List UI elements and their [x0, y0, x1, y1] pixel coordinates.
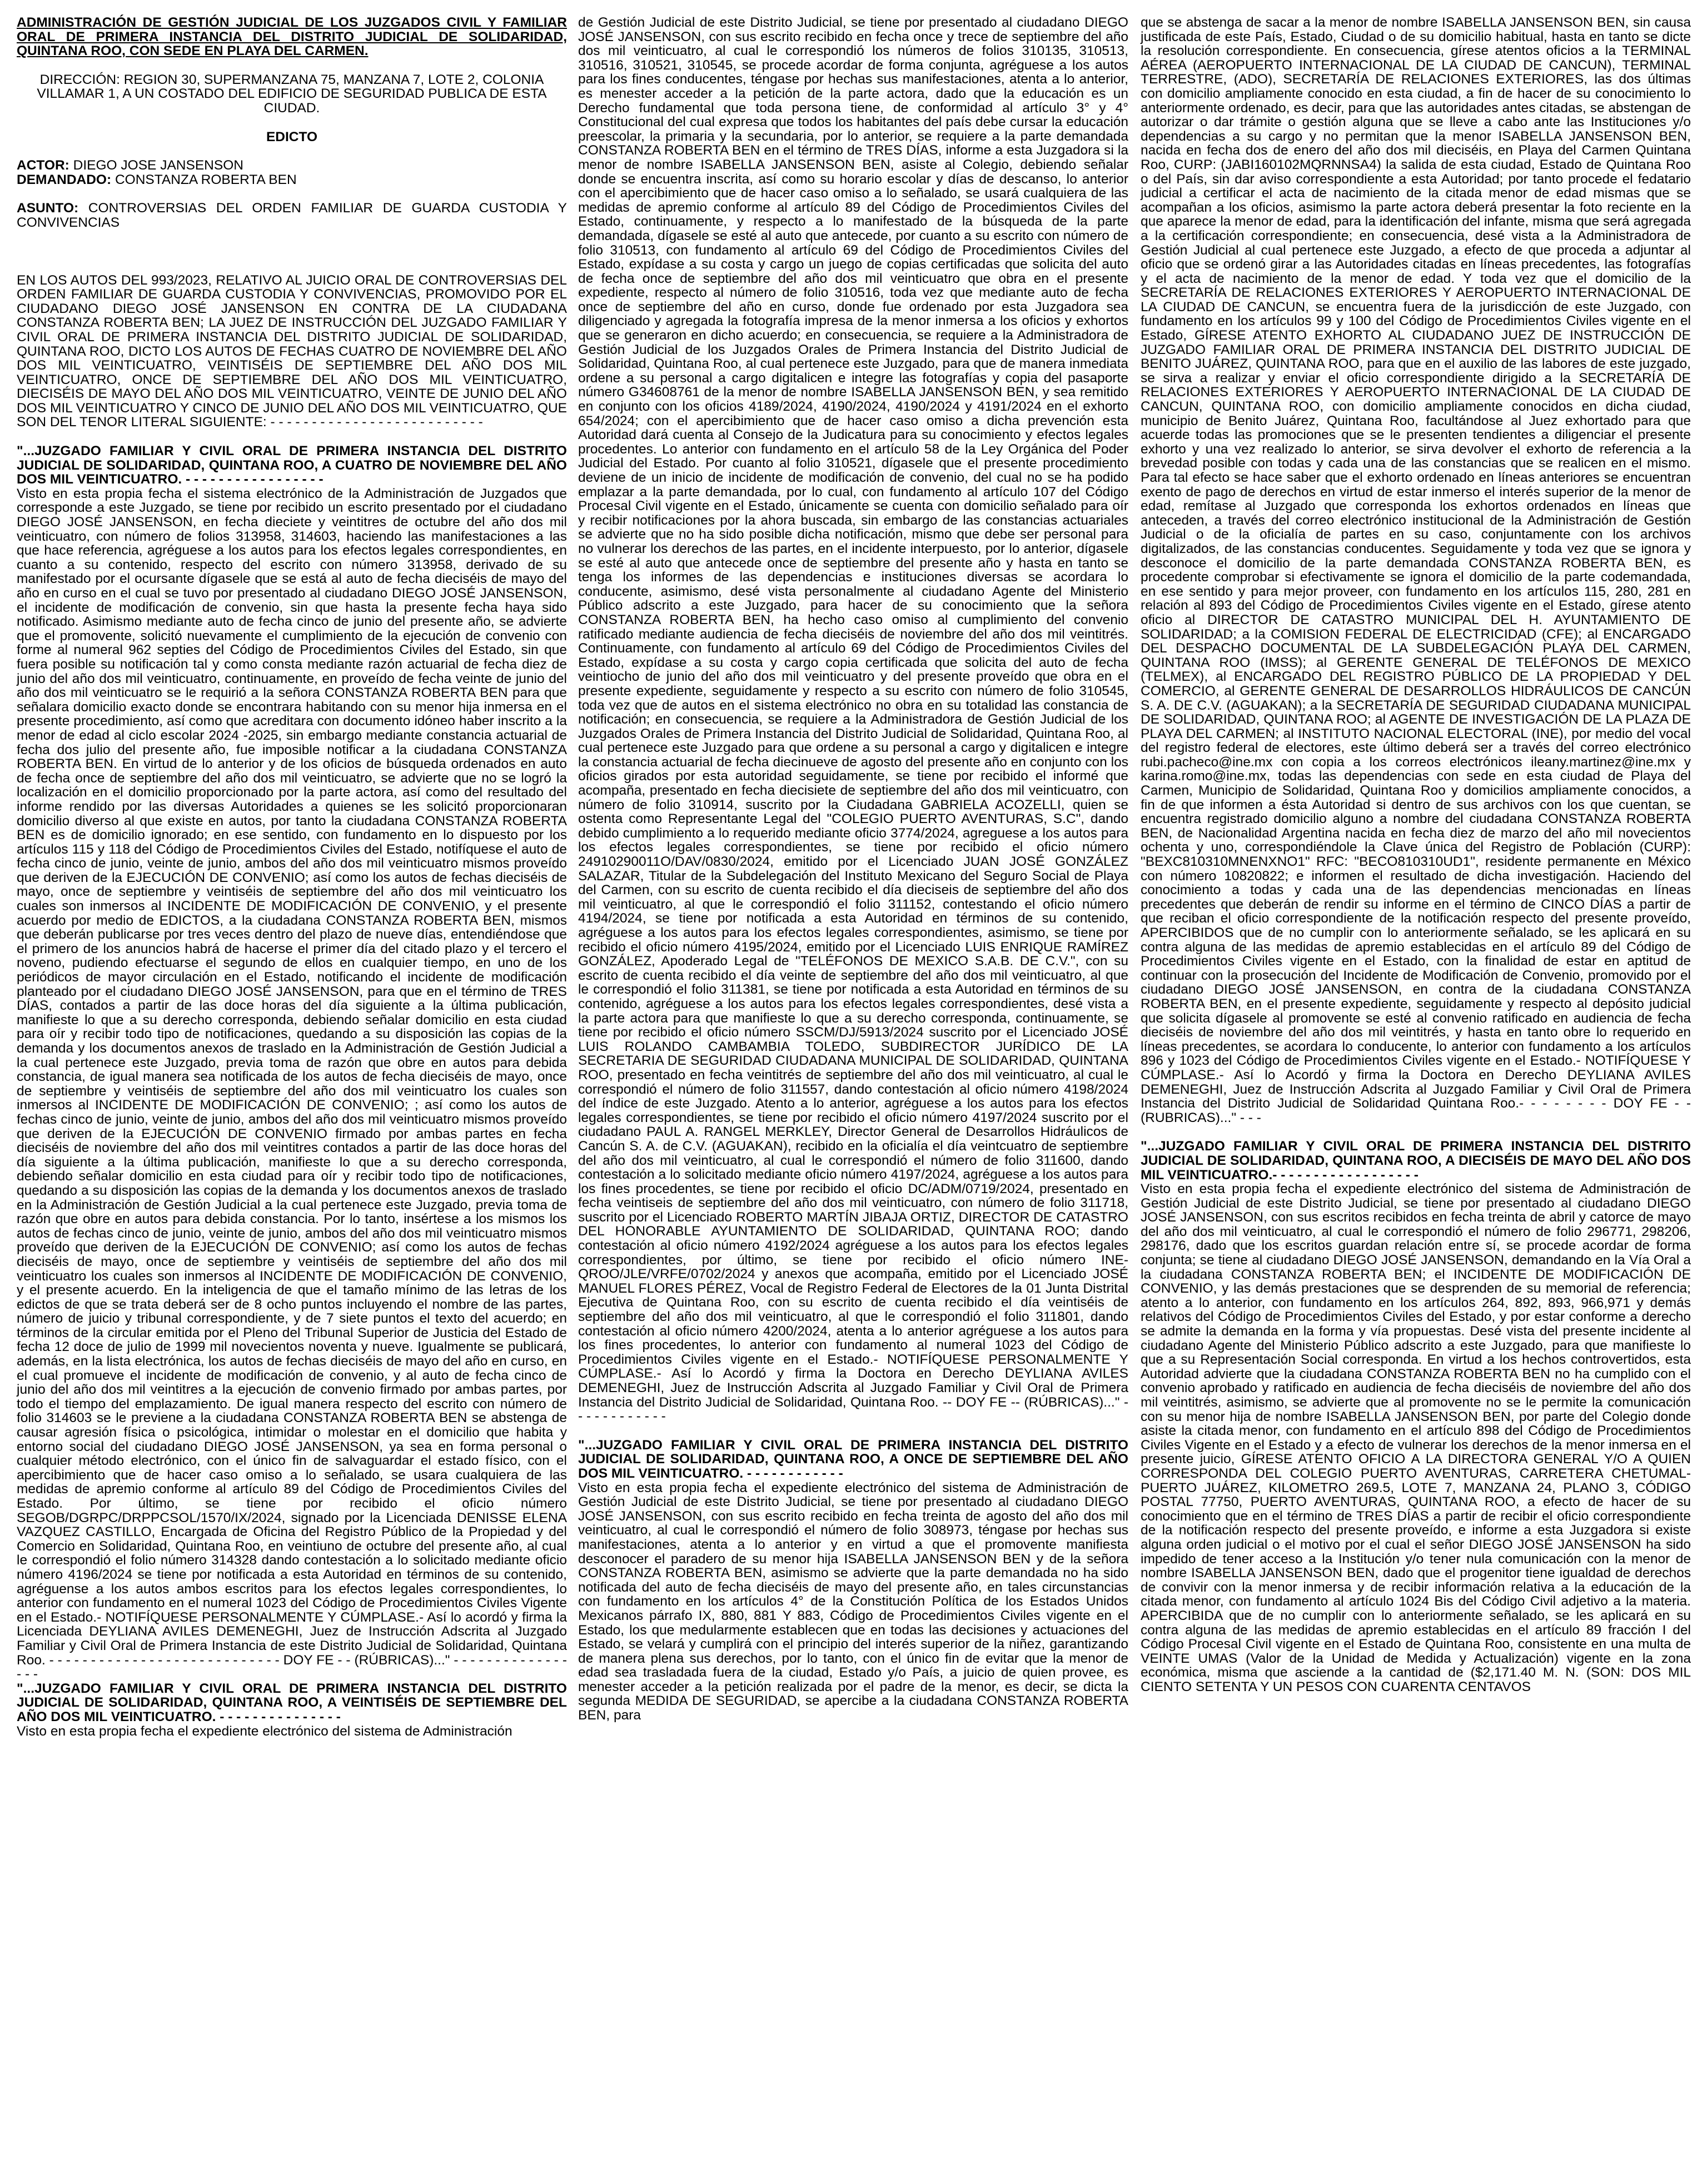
auto-sep11-body-cont: que se abstenga de sacar a la menor de nombre ISABELLA JANSENSON BEN, sin causa justificada de este País, Estado, Ciudad o de su domicilio habitual, hasta en tanto se dicte la resolución correspondiente. En consecuencia, gírese atentos oficios a la TERMINAL AÉREA (AEROPUERTO INTERNACIONAL DE LA CIUDAD DE CANCUN), TERMINAL TERRESTRE, (ADO), SECRETARÍA DE RELACIONES EXTERIORES, las dos últimas con domicilio ampliamente conocido en esta ciudad, a fin de hacer de su conocimiento lo anteriormente ordenado, es decir, para que las autoridades antes citadas, se abstengan de autorizar o dar trámite o gestión alguna que se lleve a cabo ante las Instituciones y/o dependencias a su cargo y no permitan que la menor ISABELLA JANSENSON BEN, nacida en fecha dos de enero del año dos mil dieciséis, en Playa del Carmen Quintana Roo, CURP: (JABI160102MQRNNSA4) la salida de esta ciudad, Estado de Quintana Roo o del País, sin dar aviso correspondiente a esta Autoridad; por tanto procede el fedatario judicial a certificar el acta de nacimiento de la citada menor de edad mismas que se acompañan a los oficios, asimismo la parte actora deberá presentar la foto reciente en la que aparece la menor de edad, para la identificación del infante, misma que será agregada a la certificación correspondiente; en consecuencia, desé vista a la Administradora de Gestión Judicial al cual pertenece este Juzgado, a efecto de que proceda a adjuntar al oficio que se ordenó girar a las Autoridades citadas en líneas precedentes, las fotografías y el acta de nacimiento de la menor de edad. Y toda vez que el domicilio de la SECRETARÍA DE RELACIONES EXTERIORES Y AEROPUERTO INTERNACIONAL DE LA CIUDAD DE CANCUN, se encuentra fuera de la jurisdicción de este Juzgado, con fundamento en los artículos 99 y 100 del Código de Procedimientos Civiles vigente en el Estado, GÍRESE ATENTO EXHORTO AL CIUDADANO JUEZ DE INSTRUCCIÓN DE JUZGADO FAMILIAR ORAL DE PRIMERA INSTANCIA DEL DISTRITO JUDICIAL DE BENITO JUÁREZ, QUINTANA ROO, para que en el auxilio de las labores de este juzgado, se sirva a realizar y enviar el oficio correspondiente dirigido a la SECRETARÍA DE RELACIONES EXTERIORES Y AEROPUERTO INTERNACIONAL DE LA CIUDAD DE CANCUN, QUINTANA ROO, con domicilio ampliamente conocidos en dicha ciudad, municipio de Benito Juárez, Quintana Roo, facultándose al Juez exhortado para que acuerde todas las promociones que se le presenten tendientes a diligenciar el presente exhorto y una vez realizado lo anterior, se sirva devolver el exhorto de referencia a la brevedad posible con todas y cada una de las constancias que se realicen en el mismo. Para tal efecto se hace saber que el exhorto ordenado en líneas anteriores se encuentran exento de pago de derechos en virtud de estar inmerso el interés superior de la menor de edad, remítase al Juzgado que corresponda los exhortos ordenados en líneas que anteceden, a través del correo electrónico institucional de la Administración de Gestión Judicial o de la oficialía de partes en su caso, conjuntamente con los archivos digitalizados, de las constancias conducentes. Seguidamente y toda vez que se ignora y desconoce el domicilio de la parte demandada CONSTANZA ROBERTA BEN, es procedente comprobar si efectivamente se ignora el domicilio de la parte codemandada, en ese sentido y para mejor proveer, con fundamento en los artículos 115, 280, 281 en relación al 893 del Código de Procedimientos Civiles vigente en el Estado, gírese atento oficio al DIRECTOR DE CATASTRO MUNICIPAL DEL H. AYUNTAMIENTO DE SOLIDARIDAD; a la COMISION FEDERAL DE ELECTRICIDAD (CFE); al ENCARGADO DEL DESPACHO DOCUMENTAL DE LA SUBDELEGACIÓN PLAYA DEL CARMEN, QUINTANA ROO (IMSS); al GERENTE GENERAL DE TELÉFONOS DE MEXICO (TELMEX), al ENCARGADO DEL REGISTRO PÚBLICO DE LA PROPIEDAD Y DEL COMERCIO, al GERENTE GENERAL DE DESARROLLOS HIDRÁULICOS DE CANCÚN S. A. DE C.V. (AGUAKAN); a la SECRETARÍA DE SEGURIDAD CIUDADANA MUNICIPAL DE SOLIDARIDAD, QUINTANA ROO; al AGENTE DE INVESTIGACIÓN DE LA PLAZA DE PLAYA DEL CARMEN; al INSTITUTO NACIONAL ELECTORAL (INE), por medio del vocal del registro federal de electores, este último deberá ser a través del correo electrónico rubi.pacheco@ine.mx con copia a los correos electrónicos ileany.martinez@ine.mx y karina.romo@ine.mx, todas las dependencias con sede en esta ciudad de Playa del Carmen, Municipio de Solidaridad, Quintana Roo y domicilios ampliamente conocidos, a fin de que informen a ésta Autoridad si dentro de sus archivos con los que cuentan, se encuentra registrado domicilio alguno a nombre del ciudadana CONSTANZA ROBERTA BEN, de Nacionalidad Argentina nacida en fecha diez de marzo del año mil novecientos ochenta y uno, correspondiéndole la Clave única del Registro de Población (CURP): "BEXC810310MNENXNO1" RFC: "BECO810310UD1", residente permanente en México con número 10820822; e informen el resultado de dicha investigación. Haciendo del conocimiento a todas y cada una de las dependencias mencionadas en líneas precedentes que deberán de rendir su informe en el término de CINCO DÍAS a partir de que reciban el oficio correspondiente de la notificación respecto del presente proveído, APERCIBIDOS que de no cumplir con lo anteriormente señalado, se les aplicará en su contra alguna de las medidas de apremio establecidas en el artículo 89 del Código de Procedimientos Civiles vigente en el Estado, con la finalidad de estar en aptitud de continuar con la prosecución del Incidente de Modificación de Convenio, promovido por el ciudadano DIEGO JOSÉ JANSENSON, en contra de la ciudadana CONSTANZA ROBERTA BEN, en el presente expediente, seguidamente y respecto al depósito judicial que solicita dígasele al promovente se esté al convenio ratificado en audiencia de fecha dieciséis de noviembre del año dos mil veintitrés, y hasta en tanto obre lo requerido en líneas precedentes, se acordara lo conducente, lo anterior con fundamento a los artículos 896 y 1023 del Código de Procedimientos Civiles vigente en el Estado.- NOTIFÍQUESE Y CÚMPLASE.- Así lo Acordó y firma la Doctora en Derecho DEYLIANA AVILES DEMENEGHI, Juez de Instrucción Adscrita al Juzgado Familiar y Civil Oral de Primera Instancia del Distrito Judicial de Solidaridad Quintana Roo.- - - - - - - - DOY FE - - (RUBRICAS)..." - - - [1141, 15, 1691, 1125]
edicto-heading: EDICTO [266, 129, 318, 144]
intro-paragraph: EN LOS AUTOS DEL 993/2023, RELATIVO AL JUICIO ORAL DE CONTROVERSIAS DEL ORDEN FAMILIAR DE GUARDA CUSTODIA Y CONVIVENCIAS, PROMOVIDO POR EL CIUDADANO DIEGO JOSÉ JANSENSON EN CONTRA DE LA CIUDADANA CONSTANZA ROBERTA BEN; LA JUEZ DE INSTRUCCIÓN DEL JUZGADO FAMILIAR Y CIVIL ORAL DE PRIMERA INSTANCIA DEL DISTRITO JUDICIAL DE SOLIDARIDAD, QUINTANA ROO, DICTO LOS AUTOS DE FECHAS CUATRO DE NOVIEMBRE DEL AÑO DOS MIL VEINTICUATRO, VEINTISÉIS DE SEPTIEMBRE DEL AÑO DOS MIL VEINTICUATRO, ONCE DE SEPTIEMBRE DEL AÑO DOS MIL VEINTICUATRO, DIECISÉIS DE MAYO DEL AÑO DOS MIL VEINTICUATRO, VEINTE DE JUNIO DEL AÑO DOS MIL VEINTICUATRO Y CINCO DE JUNIO DEL AÑO DOS MIL VEINTICUATRO, QUE SON DEL TENOR LITERAL SIGUIENTE: - - - - - - - - - - - - - - - - - - - - - - - - - - [17, 272, 567, 430]
actor-name: DIEGO JOSE JANSENSON [73, 158, 243, 173]
auto-sep26-heading: "...JUZGADO FAMILIAR Y CIVIL ORAL DE PRIMERA INSTANCIA DEL DISTRITO JUDICIAL DE SOLIDARIDAD, QUINTANA ROO, A VEINTISÉIS DE SEPTIEMBRE DEL AÑO DOS MIL VEINTICUATRO. - - - - - - - - - - - - - - - [17, 1681, 567, 1724]
asunto-label: ASUNTO: [17, 201, 79, 216]
auto-may16-heading: "...JUZGADO FAMILIAR Y CIVIL ORAL DE PRIMERA INSTANCIA DEL DISTRITO JUDICIAL DE SOLIDARIDAD, QUINTANA ROO, A DIECISÉIS DE MAYO DEL AÑO DOS MIL VEINTICUATRO.- - - - - - - - - - - - - - - - - - [1141, 1139, 1691, 1183]
auto-nov-body: Visto en esta propia fecha el sistema electrónico de la Administración de Juzgados que corresponde a este Juzgado, se tiene por recibido un escrito presentado por el ciudadano DIEGO JOSÉ JANSENSON, en fecha dieciete y veintitres de octubre del año dos mil veinticuatro, con número de folios 313958, 314603, haciendo las manifestaciones a las que hace referencia, agréguese a los autos para los efectos legales correspondientes, en cuanto a su contenido, respecto del escrito con número 313958, derivado de su manifestado por el ocursante dígasele que se está al auto de fecha dieciséis de mayo del año en curso en el cual se tuvo por presentado al ciudadano DIEGO JOSÉ JANSENSON, el incidente de modificación de convenio, sin que hasta la presente fecha haya sido notificado. Asimismo mediante auto de fecha cinco de junio del presente año, se advierte que el promovente, solicitó nuevamente el cumplimiento de la ejecución de convenio con forme al numeral 962 septies del Código de Procedimientos Civiles del Estado, sin que fuera posible su notificación tal y como consta mediante razón actuarial de fecha diez de junio del año dos mil veinticuatro, continuamente, en proveído de fecha veinte de junio del año dos mil veinticuatro se le requirió a la señora CONSTANZA ROBERTA BEN para que señalara domicilio exacto donde se encontrara habitando con su menor hija inmersa en el presente procedimiento, así como que acreditara con documento idóneo haber inscrito a la menor de edad al ciclo escolar 2024 -2025, sin embargo mediante constancia actuarial de fecha dos julio del presente año, fue imposible notificar a la ciudadana CONSTANZA ROBERTA BEN. En virtud de lo anterior y de los oficios de búsqueda ordenados en auto de fecha once de septiembre del año dos mil veinticuatro, se advierte que no se logró la localización en el domicilio proporcionado por la parte actora, así como del resultado del informe rendido por las diversas Autoridades a quienes se les solicitó proporcionaran domicilio diverso al que existe en autos, por tanto la ciudadana CONSTANZA ROBERTA BEN es de domicilio ignorado; en ese sentido, con fundamento en lo dispuesto por los artículos 115 y 118 del Código de Procedimientos Civiles del Estado, notifíquese el auto de fecha cinco de junio, veinte de junio, ambos del año dos mil veinticuatro mismos proveído que deriven de la EJECUCIÓN DE CONVENIO; así como los autos de fechas dieciséis de mayo, once de septiembre y veintiséis de septiembre del año dos mil veinticuatro los cuales son inmersos al INCIDENTE DE MODIFICACIÓN DE CONVENIO, y el presente acuerdo por medio de EDICTOS, a la ciudadana CONSTANZA ROBERTA BEN, mismos que deberán publicarse por tres veces dentro del plazo de nueve días, entendiéndose que el primero de los anuncios habrá de hacerse el primer día del citado plazo y el tercero el noveno, pudiendo efectuarse el segundo de ellos en cualquier tiempo, en uno de los periódicos de mayor circulación en el Estado, notificando el incidente de modificación planteado por el ciudadano DIEGO JOSÉ JANSENSON, para que en el término de TRES DÍAS, contados a partir de las doce horas del día siguiente a la última publicación, manifieste lo que a su derecho corresponda, debiendo señalar domicilio en esta ciudad para oír y recibir todo tipo de notificaciones, quedando a su disposición las copias de la demanda y los documentos anexos de traslado en la Administración de Gestión Judicial a la cual pertenece este Juzgado, previa toma de razón que obre en autos para debida constancia, de igual manera sea notificada de los autos de fecha dieciséis de mayo, once de septiembre y veintiséis de septiembre del año dos mil veinticuatro los cuales son inmersos al INCIDENTE DE MODIFICACIÓN DE CONVENIO; ; así como los autos de fechas cinco de junio, veinte de junio, ambos del año dos mil veinticuatro mismos proveído que deriven de la EJECUCIÓN DE CONVENIO firmado por ambas partes en fecha dieciséis de noviembre del año dos mil veintitres contados a partir de las doce horas del día siguiente a la última publicación, manifieste lo que a su derecho corresponda, debiendo señalar domicilio en esta ciudad para oír y recibir todo tipo de notificaciones, quedando a su disposición las copias de la demanda y los documentos anexos de traslado en la Administración de Gestión Judicial a la cual pertenece este Juzgado, previa toma de razón que obre en autos para debida constancia. Por lo tanto, insértese a los mismos los autos de fechas cinco de junio, veinte de junio, ambos del año dos mil veinticuatro mismos proveído que deriven de la EJECUCIÓN DE CONVENIO; así como los autos de fechas dieciséis de mayo, once de septiembre y veintiséis de septiembre del año dos mil veinticuatro los cuales son inmersos al INCIDENTE DE MODIFICACIÓN DE CONVENIO, y el presente acuerdo. En la inteligencia de que el tamaño mínimo de las letras de los edictos de que se trata deberá ser de 8 ocho puntos incluyendo el nombre de las partes, número de juicio y tribunal correspondiente, y de 7 siete puntos el texto del acuerdo; en términos de la circular emitida por el Pleno del Tribunal Superior de Justicia del Estado de fecha 12 doce de julio de 1999 mil novecientos noventa y nueve. Igualmente se publicará, además, en la lista electrónica, los autos de fechas dieciséis de mayo del año en curso, en el cual promueve el incidente de modificación de convenio, y al auto de fecha cinco de junio del año dos mil veintitres a la ejecución de convenio firmado por ambas partes, por todo el tiempo del emplazamiento. De igual manera respecto del escrito con número de folio 314603 se le previene a la ciudadana CONSTANZA ROBERTA BEN se abstenga de causar agresión física o psicológica, intimidar o molestar en el domicilio que habita y entorno social del ciudadano DIEGO JOSÉ JANSENSON, ya sea en forma personal o cualquier método electrónico, con el único fin de salvaguardar el estado físico, con el apercibimiento que de hacer caso omiso a lo señalado, se usara cualquiera de las medidas de apremio conforme al artículo 89 del Código de Procedimientos Civiles del Estado. Por último, se tiene por recibido el oficio número SEGOB/DGRPC/DRPPCSOL/1570/IX/2024, signado por la Licenciada DENISSE ELENA VAZQUEZ CASTILLO, Encargada de Oficina del Registro Público de la Propiedad y del Comercio en Solidaridad, Quintana Roo, en veintiuno de octubre del presente año, al cual le correspondió el folio número 314328 dando contestación a lo solicitado mediante oficio número 4196/2024 se tiene por notificada a esta Autoridad en términos de su contenido, agréguense a los autos ambos escritos para los efectos legales correspondientes, lo anterior con fundamento en el numeral 1023 del Código de Procedimientos Civiles Vigente en el Estado.- NOTIFÍQUESE PERSONALMENTE Y CÚMPLASE.- Así lo acordó y firma la Licenciada DEYLIANA AVILES DEMENEGHI, Juez de Instrucción Adscrita al Juzgado Familiar y Civil Oral de Primera Instancia de este Distrito Judicial de Solidaridad, Quintana Roo. - - - - - - - - - - - - - - - - - - - - - - - - - - - - DOY FE - - (RÚBRICAS)..." - - - - - - - - - - - - - - - - - [17, 486, 567, 1682]
auto-sep11-body: Visto en esta propia fecha el expediente electrónico del sistema de Administración de Gestión Judicial de este Distrito Judicial, se tiene por presentado al ciudadano DIEGO JOSÉ JANSENSON, con sus escrito recibido en fecha treinta de agosto del año dos mil veinticuatro, al cual le correspondió el número de folio 308973, téngase por hechas sus manifestaciones, atenta a lo anterior y en virtud a que el promovente manifiesta desconocer el paradero de su menor hija ISABELLA JANSENSON BEN y de la señora CONSTANZA ROBERTA BEN, asimismo se advierte que la parte demandada no ha sido notificada del auto de fecha dieciséis de mayo del presente año, en tales circunstancias con fundamento en los artículos 4° de la Constitución Política de los Estados Unidos Mexicanos párrafo IX, 880, 881 Y 883, Código de Procedimientos Civiles vigente en el Estado, los que medularmente establecen que en todas las decisiones y actuaciones del Estado, se velará y cumplirá con el principio del interés superior de la niñez, garantizando de manera plena sus derechos, por lo tanto, con el único fin de evitar que la menor de edad sea trasladada fuera de la ciudad, Estado y/o País, a juicio de quien provee, es menester acceder a la petición realizada por el padre de la menor, es decir, se dicta la segunda MEDIDA DE SEGURIDAD, se apercibe a la ciudadana CONSTANZA ROBERTA BEN, para [578, 1480, 1128, 1723]
column-1 [17, 16, 567, 1738]
column-2 [578, 16, 1128, 1723]
actor-label: ACTOR: [17, 158, 69, 173]
asunto-text: CONTROVERSIAS DEL ORDEN FAMILIAR DE GUARDA CUSTODIA Y CONVIVENCIAS [17, 201, 568, 230]
court-address: DIRECCIÓN: REGION 30, SUPERMANZANA 75, MANZANA 7, LOTE 2, COLONIA VILLAMAR 1, A UN COSTADO DEL EDIFICIO DE SEGURIDAD PUBLICA DE ESTA CIUDAD. [37, 72, 547, 116]
court-header-title: ADMINISTRACIÓN DE GESTIÓN JUDICIAL DE LOS JUZGADOS CIVIL Y FAMILIAR ORAL DE PRIMERA INSTANCIA DEL DISTRITO JUDICIAL DE SOLIDARIDAD, QUINTANA ROO, CON SEDE EN PLAYA DEL CARMEN. [17, 15, 567, 59]
actor-line [17, 158, 567, 173]
column-3 [1141, 16, 1691, 1694]
demandado-name: CONSTANZA ROBERTA BEN [115, 172, 297, 187]
asunto-line [17, 201, 567, 230]
demandado-line [17, 173, 567, 187]
demandado-label: DEMANDADO: [17, 172, 112, 187]
auto-sep26-body-start: Visto en esta propia fecha el expediente electrónico del sistema de Administración [17, 1723, 512, 1739]
auto-sep26-body: de Gestión Judicial de este Distrito Judicial, se tiene por presentado al ciudadano DIEGO JOSÉ JANSENSON, con sus escrito recibido en fecha once y trece de septiembre del año dos mil veinticuatro, al cual le correspondió los números de folios 310135, 310513, 310516, 310521, 310545, se procede acordar de forma conjunta, agréguese a los autos para los fines conducentes, téngase por hechas sus manifestaciones, atenta a lo anterior, es menester acceder a la petición de la parte actora, dado que la educación es un Derecho fundamental que toda persona tiene, de conformidad al artículo 3° y 4° Constitucional del cual expresa que todos los habitantes del país debe cursar la educación preescolar, la primaria y la secundaria, por lo anterior, se requiere a la parte demandada CONSTANZA ROBERTA BEN en el término de TRES DÍAS, informe a esta Juzgadora si la menor de nombre ISABELLA JANSENSON BEN, asiste al Colegio, debiendo señalar donde se encuentra inscrita, así como su horario escolar y días de descanso, lo anterior con el apercibimiento que de hacer caso omiso a lo señalado, se usará cualquiera de las medidas de apremio conforme al artículo 89 del Código de Procedimientos Civiles del Estado, continuamente, y respecto a lo manifestado de la búsqueda de la parte demandada, dígasele se esté al auto que antecede, por cuanto a su escrito con número de folio 310513, con fundamento al artículo 69 del Código de Procedimientos Civiles del Estado, expídase a su costa y cargo un juego de copias certificadas que solicita del auto de fecha once de septiembre del año dos mil veinticuatro que obra en el presente expediente, respecto al número de folio 310516, toda vez que mediante auto de fecha once de septiembre del año en curso, donde fue ordenado por esta Juzgadora sea diligenciado y agregada la fotografía impresa de la menor inmersa a los oficios y exhortos que se generaron en dicho acuerdo; en consecuencia, se requiere a la Administradora de Gestión Judicial de los Juzgados Orales de Primera Instancia del Distrito Judicial de Solidaridad, Quintana Roo, al cual pertenece este Juzgado, para que de manera inmediata ordene a su personal a cargo digitalicen e integre las fotografías y copia del pasaporte número G34608761 de la menor de nombre ISABELLA JANSENSON BEN, y sea remitido en conjunto con los oficios 4189/2024, 4190/2024, 4190/2024 y 4191/2024 en el exhorto 654/2024; con el apercibimiento que de hacer caso omiso a dicha prevención esta Autoridad dará cuenta al Consejo de la Judicatura para su conocimiento y efectos legales procedentes. Lo anterior con fundamento en el artículo 58 de la Ley Orgánica del Poder Judicial del Estado. Por cuanto al folio 310521, dígasele que el presente procedimiento deviene de un inicio de incidente de modificación de convenio, del cual no se ha podido emplazar a la parte demandada, por lo cual, con fundamento al artículo 107 del Código Procesal Civil vigente en el Estado, únicamente se cuenta con domicilio señalado para oír y recibir notificaciones por la ahora buscada, sin embargo de las constancias actuariales se advierte que no ha sido posible dicha notificación, mismo que debe ser personal para no vulnerar los derechos de las partes, en el incidente interpuesto, por lo anterior, dígasele se esté al auto que antecede once de septiembre del presente año y hasta en tanto se tenga los informes de las dependencias e instituciones diversas se acordara lo conducente, asimismo, desé vista personalmente al ciudadano Agente del Ministerio Público adscrito a este Juzgado, para hacer de su conocimiento que la señora CONSTANZA ROBERTA BEN, ha hecho caso omiso al cumplimiento del convenio ratificado mediante audiencia de fecha dieciséis de noviembre del año dos mil veintitrés. Continuamente, con fundamento al artículo 69 del Código de Procedimientos Civiles del Estado, expídase a su costa y cargo copia certificada que solicita del auto de fecha veintiocho de junio del año dos mil veinticuatro y del presente proveído que obra en el presente expediente, seguidamente y respecto a su escrito con número de folio 310545, toda vez que de autos en el sistema electrónico no obra en su totalidad las constancia de notificación; en consecuencia, se requiere a la Administradora de Gestión Judicial de los Juzgados Orales de Primera Instancia del Distrito Judicial de Solidaridad, Quintana Roo, al cual pertenece este Juzgado para que ordene a su personal a cargo y digitalicen e integre la constancia actuarial de fecha diecinueve de agosto del presente año en conjunto con los oficios girados por esta autoridad seguidamente, se tiene por recibido el informé que acompaña, presentado en fecha diecisiete de septiembre del año dos mil veinticuatro, con número de folio 310914, suscrito por la Ciudadana GABRIELA ACOZELLI, quien se ostenta como Representante Legal del "COLEGIO PUERTO AVENTURAS, S.C", dando debido cumplimiento a lo requerido mediante oficio 3774/2024, agreguese a los autos para los efectos legales correspondientes, se tiene por recibido el oficio número 24910290011O/DAV/0830/2024, emitido por el Licenciado JUAN JOSÉ GONZÁLEZ SALAZAR, Titular de la Subdelegación del Instituto Mexicano del Seguro Social de Playa del Carmen, con su escrito de cuenta recibido el día dieciseis de septiembre del año dos mil veinticuatro, al que le correspondió el folio 311152, contestando el oficio número 4194/2024, se tiene por notificada a esta Autoridad en términos de su contenido, agréguese a los autos para los efectos legales correspondientes, asimismo, se tiene por recibido el oficio número 4195/2024, emitido por el Licenciado LUIS ENRIQUE RAMÍREZ GONZÁLEZ, Apoderado Legal de "TELÉFONOS DE MEXICO S.A.B. DE C.V.", con su escrito de cuenta recibido el día veinte de septiembre del año dos mil veinticuatro, al que le correspondió el folio 311381, se tiene por notificada a esta Autoridad en términos de su contenido, agréguese a los autos para los efectos legales correspondientes, desé vista a la parte actora para que manifieste lo que a su derecho corresponda, continuamente, se tiene por recibido el oficio número SSCM/DJ/5913/2024 suscrito por el Licenciado JOSÉ LUIS ROLANDO CAMBAMBIA TOLEDO, SUBDIRECTOR JURÍDICO DE LA SECRETARIA DE SEGURIDAD CIUDADANA MUNICIPAL DE SOLIDARIDAD, QUINTANA ROO, presentado en fecha veintitrés de septiembre del año dos mil veinticuatro, al cual le correspondió el número de folio 311557, dando contestación al oficio número 4198/2024 del índice de este Juzgado. Atento a lo anterior, agréguese a los autos para los efectos legales correspondientes, se tiene por recibido el oficio número 4197/2024 suscrito por el ciudadano PAUL A. RANGEL MERKLEY, Director General de Desarrollos Hidráulicos de Cancún S. A. de C.V. (AGUAKAN), recibido en la oficialía el día veintcuatro de septiembre del año dos mil veinticuatro, al cual le correspondió el número de folio 311600, dando contestación a lo solicitado mediante oficio número 4197/2024, agréguese a los autos para los fines procedentes, se tiene por recibido el oficio DC/ADM/0719/2024, presentado en fecha veintiseis de septiembre del año dos mil veinticuatro, con número de folio 311718, suscrito por el Licenciado ROBERTO MARTÍN JIBAJA ORTIZ, DIRECTOR DE CATASTRO DEL HONORABLE AYUNTAMIENTO DE SOLIDARIDAD, QUINTANA ROO; dando contestación al oficio número 4192/2024 agréguese a los autos para los efectos legales correspondientes, por último, se tiene por recibido el oficio número INE-QROO/JLE/VRFE/0702/2024 y anexos que acompaña, emitido por el Licenciado JOSÉ MANUEL FLORES PÉREZ, Vocal de Registro Federal de Electores de la 01 Junta Distrital Ejecutiva de Quintana Roo, con su escrito de cuenta recibido el día veintiséis de septiembre del año dos mil veinticuatro, al que le correspondió el folio 311801, dando contestación al oficio número 4200/2024, atenta a lo anterior agréguese a los autos para los fines procedentes, lo anterior con fundamento al numeral 1023 del Código de Procedimientos Civiles vigente en el Estado.- NOTIFÍQUESE PERSONALMENTE Y CÚMPLASE.- Así lo Acordó y firma la Doctora en Derecho DEYLIANA AVILES DEMENEGHI, Juez de Instrucción Adscrita al Juzgado Familiar y Civil Oral de Primera Instancia del Distrito Judicial de Solidaridad, Quintana Roo. -- DOY FE -- (RÚBRICAS)..." - - - - - - - - - - - - [578, 15, 1128, 1424]
auto-nov-heading: "...JUZGADO FAMILIAR Y CIVIL ORAL DE PRIMERA INSTANCIA DEL DISTRITO JUDICIAL DE SOLIDARIDAD, QUINTANA ROO, A CUATRO DE NOVIEMBRE DEL AÑO DOS MIL VEINTICUATRO. - - - - - - - - - - - - - - - - - [17, 443, 567, 487]
auto-sep11-heading: "...JUZGADO FAMILIAR Y CIVIL ORAL DE PRIMERA INSTANCIA DEL DISTRITO JUDICIAL DE SOLIDARIDAD, QUINTANA ROO, A ONCE DE SEPTIEMBRE DEL AÑO DOS MIL VEINTICUATRO. - - - - - - - - - - - - [578, 1437, 1128, 1481]
auto-may16-body: Visto en esta propia fecha el expediente electrónico del sistema de Administración de Gestión Judicial de este Distrito Judicial, se tiene por presentado al ciudadano DIEGO JOSÉ JANSENSON, con sus escritos recibidos en fecha treinta de abril y catorce de mayo del año dos mil veinticuatro, al cual le correspondió el número de folio 296771, 298206, 298176, dado que los escritos guardan relación entre sí, se procede acordar de forma conjunta; se tiene al ciudadano DIEGO JOSÉ JANSENSON, demandando en la Vía Oral a la ciudadana CONSTANZA ROBERTA BEN; el INCIDENTE DE MODIFICACIÓN DE CONVENIO, y las demás prestaciones que se desprenden de su memorial de referencia; atento a lo anterior, con fundamento en los artículos 264, 892, 893, 966,971 y demás relativos del Código de Procedimientos Civiles del Estado, y por estar conforme a derecho se admite la demanda en la forma y vía propuestas. Desé vista del presente incidente al ciudadano Agente del Ministerio Público adscrito a este Juzgado, para que manifieste lo que a su Representación Social corresponda. En virtud a los hechos controvertidos, esta Autoridad advierte que la ciudadana CONSTANZA ROBERTA BEN no ha cumplido con el convenio aprobado y ratificado en audiencia de fecha dieciséis de noviembre del año dos mil veintitrés, asimismo, se advierte que al promovente no se le permite la comunicación con su menor hija de nombre ISABELLA JANSENSON BEN, por parte del Colegio donde asiste la citada menor, con fundamento en el artículo 898 del Código de Procedimientos Civiles Vigente en el Estado y a efecto de vulnerar los derechos de la menor inmersa en el presente juicio, GÍRESE ATENTO OFICIO A LA DIRECTORA GENERAL Y/O A QUIEN CORRESPONDA DEL COLEGIO PUERTO AVENTURAS, CARRETERA CHETUMAL-PUERTO JUÁREZ, KILOMETRO 269.5, LOTE 7, MANZANA 24, PLANO 3, CÓDIGO POSTAL 77750, PUERTO AVENTURAS, QUINTANA ROO, a efecto de hacer de su conocimiento que en el término de TRES DÍAS a partir de recibir el oficio correspondiente de la notificación respecto del presente proveído, e informe a esta Juzgadora si existe alguna orden judicial o el motivo por el cual el señor DIEGO JOSÉ JANSENSON ha sido impedido de tener acceso a la Institución y/o tener nula comunicación con la menor de nombre ISABELLA JANSENSON BEN, dado que el progenitor tiene igualdad de derechos de convivir con la menor inmersa y de recibir información relativa a la educación de la citada menor, con fundamento al artículo 1024 Bis del Código Civil adjetivo a la materia. APERCIBIDA que de no cumplir con lo anteriormente señalado, se les aplicará en su contra alguna de las medidas de apremio establecidas en el artículo 89 fracción I del Código Procesal Civil vigente en el Estado de Quintana Roo, consistente en una multa de VEINTE UMAS (Valor de la Unidad de Medida y Actualización) vigente en la zona económica, misma que asciende a la cantidad de ($2,171.40 M. N. (SON: DOS MIL CIENTO SETENTA Y UN PESOS CON CUARENTA CENTAVOS [1141, 1181, 1691, 1694]
